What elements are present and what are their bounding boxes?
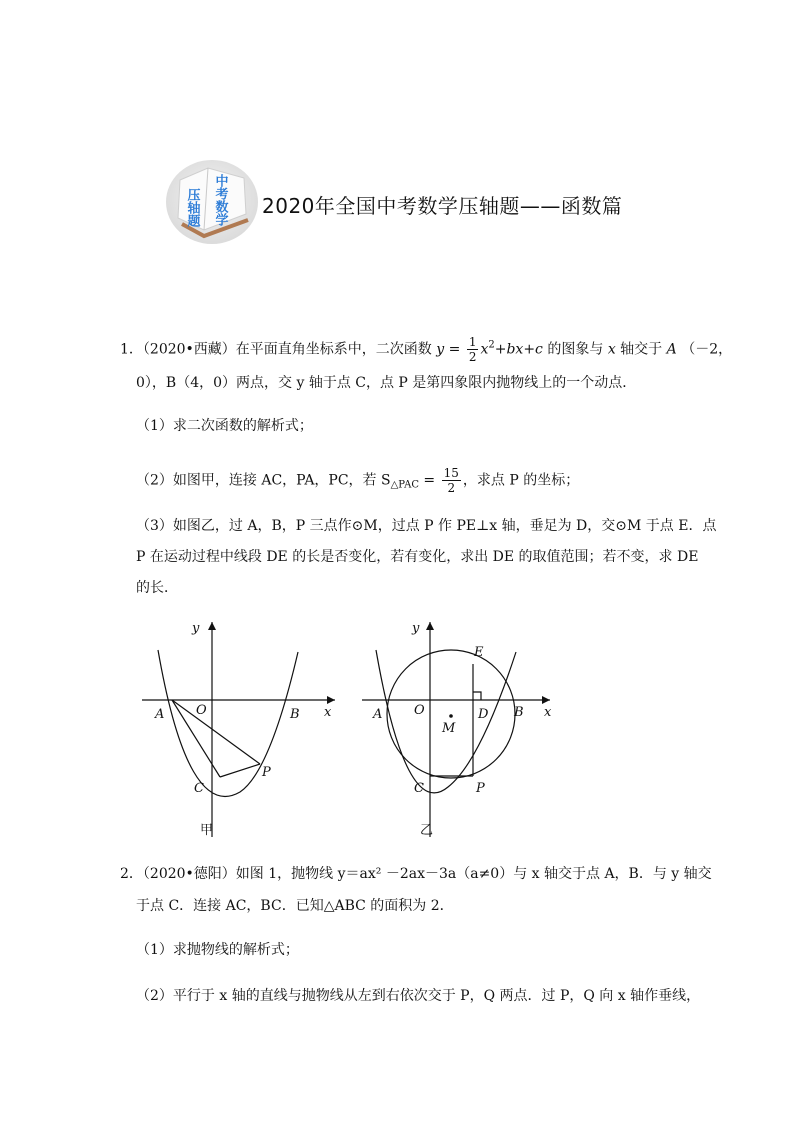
q1-line1-d: （－2， xyxy=(681,341,733,358)
q1-eq: = xyxy=(448,341,461,358)
q1-line1-b: 的图象与 xyxy=(547,341,604,358)
q1-var-y: y xyxy=(436,341,445,358)
figure-1 xyxy=(142,622,335,837)
fig1-label-b: B xyxy=(290,707,300,722)
fig1-caption: 甲 xyxy=(200,823,214,838)
fig2-label-x: x xyxy=(544,705,552,720)
q1-exp: 2 xyxy=(488,339,495,351)
logo-text-col1: 压轴题 xyxy=(184,188,200,227)
q1-part2-a: （2）如图甲，连接 AC，PA，PC，若 S xyxy=(136,472,391,489)
q1-part2-num: 15 xyxy=(443,466,459,480)
q1-part3-line2: P 在运动过程中线段 DE 的长是否变化，若有变化，求出 DE 的取值范围；若不变，求 DE xyxy=(136,549,699,565)
q1-point-a: A xyxy=(666,341,677,358)
q2-part1: （1）求抛物线的解析式； xyxy=(136,942,299,958)
q1-line1-a: 1．（2020•西藏）在平面直角坐标系中，二次函数 xyxy=(120,341,432,358)
q1-part2-fraction xyxy=(442,466,461,495)
q1-part3-line3: 的长． xyxy=(136,580,178,596)
q1-var-x: x xyxy=(607,341,616,358)
q1-part2-b: ，求点 P 的坐标； xyxy=(462,472,580,489)
q1-part2 xyxy=(136,466,579,496)
q2-part2: （2）平行于 x 轴的直线与抛物线从左到右依次交于 P，Q 两点．过 P，Q 向 x 轴作垂线， xyxy=(136,988,701,1004)
fig1-label-p: P xyxy=(262,765,271,780)
fig2-circle-m xyxy=(387,650,515,778)
fig1-x-arrow xyxy=(327,696,335,704)
q2-line1: 2．（2020•德阳）如图 1，抛物线 y＝ax² －2ax－3a（a≠0）与 x 轴交于点 A，B．与 y 轴交 xyxy=(120,866,712,882)
q1-fraction xyxy=(467,335,479,364)
fig1-label-a: A xyxy=(155,707,165,722)
q1-part2-eq: = xyxy=(418,472,440,489)
q1-line1 xyxy=(120,335,732,364)
fig2-label-y: y xyxy=(412,621,420,636)
logo-emblem xyxy=(164,158,260,246)
q1-frac-num: 1 xyxy=(468,335,477,349)
logo-text-col2: 中考数学 xyxy=(212,174,228,226)
fig2-label-a: A xyxy=(373,707,383,722)
fig2-right-angle xyxy=(473,692,481,700)
fig2-label-e: E xyxy=(474,645,484,660)
q1-part2-den: 2 xyxy=(447,481,456,495)
q1-line2: 0），B（4，0）两点，交 y 轴于点 C，点 P 是第四象限内抛物线上的一个动点． xyxy=(136,375,637,391)
q1-expr-x: x xyxy=(480,341,489,358)
q1-line1-c: 轴交于 xyxy=(620,341,663,358)
fig1-label-y: y xyxy=(192,621,200,636)
fig2-label-p: P xyxy=(476,781,485,796)
q1-part2-sub: △PAC xyxy=(390,479,419,491)
fig2-x-arrow xyxy=(542,696,550,704)
fig1-label-x: x xyxy=(324,705,332,720)
fig1-y-arrow xyxy=(208,622,216,630)
fig2-label-o: O xyxy=(414,703,425,718)
page-title: 2020年全国中考数学压轴题——函数篇 xyxy=(262,194,623,218)
q1-part3-line1: （3）如图乙，过 A，B，P 三点作⊙M，过点 P 作 PE⊥x 轴，垂足为 D，交⊙M 于点 E．点 xyxy=(136,518,717,534)
q1-frac-den: 2 xyxy=(468,350,477,364)
fig2-label-c: C xyxy=(414,781,424,796)
fig2-label-d: D xyxy=(478,707,489,722)
figure-2 xyxy=(362,622,550,837)
q2-line2: 于点 C．连接 AC，BC．已知△ABC 的面积为 2． xyxy=(136,898,454,914)
fig1-segment-cp xyxy=(220,764,260,777)
fig2-label-b: B xyxy=(514,705,524,720)
q1-part1: （1）求二次函数的解析式； xyxy=(136,418,313,434)
fig1-label-o: O xyxy=(196,703,207,718)
q1-expr2: +bx+c xyxy=(494,341,543,358)
figures xyxy=(130,612,570,844)
fig2-y-arrow xyxy=(426,622,434,630)
fig2-label-m: M xyxy=(442,721,456,736)
fig2-center-dot xyxy=(449,714,453,718)
fig2-caption: 乙 xyxy=(420,823,434,838)
fig1-label-c: C xyxy=(194,781,204,796)
